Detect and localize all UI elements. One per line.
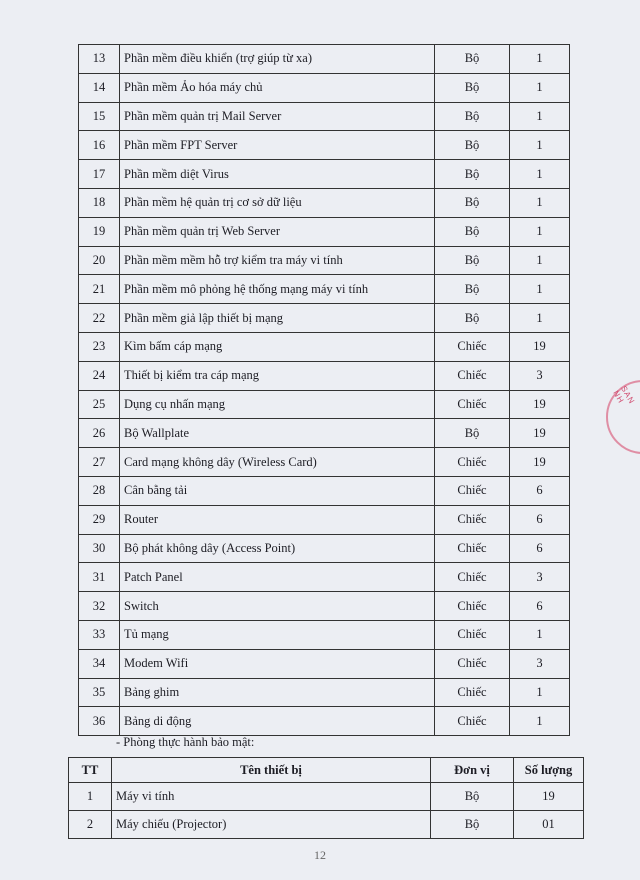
- cell-no: 25: [79, 390, 120, 419]
- cell-qty: 1: [510, 217, 570, 246]
- cell-unit: Bộ: [435, 304, 510, 333]
- cell-no: 34: [79, 649, 120, 678]
- cell-qty: 6: [510, 505, 570, 534]
- table-row: [79, 620, 570, 649]
- cell-name: Máy chiếu (Projector): [112, 811, 431, 839]
- cell-no: 22: [79, 304, 120, 333]
- table-row: [79, 217, 570, 246]
- cell-no: 35: [79, 678, 120, 707]
- cell-qty: 1: [510, 275, 570, 304]
- cell-name: Bộ phát không dây (Access Point): [120, 534, 435, 563]
- cell-unit: Bộ: [435, 188, 510, 217]
- cell-no: 18: [79, 188, 120, 217]
- cell-name: Phần mềm FPT Server: [120, 131, 435, 160]
- table-row: [69, 811, 584, 839]
- cell-name: Bảng ghim: [120, 678, 435, 707]
- table-row: [79, 448, 570, 477]
- table-row: [79, 592, 570, 621]
- cell-name: Phần mềm quản trị Mail Server: [120, 102, 435, 131]
- header-qty: Số lượng: [514, 758, 584, 783]
- cell-qty: 19: [510, 390, 570, 419]
- cell-qty: 19: [510, 419, 570, 448]
- equipment-table-body: [79, 45, 570, 736]
- cell-no: 13: [79, 45, 120, 74]
- cell-name: Bảng di động: [120, 707, 435, 736]
- cell-qty: 1: [510, 304, 570, 333]
- cell-no: 20: [79, 246, 120, 275]
- cell-qty: 1: [510, 131, 570, 160]
- cell-qty: 1: [510, 160, 570, 189]
- header-no: TT: [69, 758, 112, 783]
- cell-no: 27: [79, 448, 120, 477]
- cell-name: Phần mềm điều khiển (trợ giúp từ xa): [120, 45, 435, 74]
- cell-qty: 6: [510, 476, 570, 505]
- cell-unit: Bộ: [435, 73, 510, 102]
- cell-qty: 19: [514, 783, 584, 811]
- table-row: [79, 419, 570, 448]
- cell-no: 1: [69, 783, 112, 811]
- header-name: Tên thiết bị: [112, 758, 431, 783]
- table-row: [79, 332, 570, 361]
- cell-unit: Chiếc: [435, 592, 510, 621]
- table-row: [79, 304, 570, 333]
- cell-unit: Bộ: [435, 160, 510, 189]
- cell-unit: Bộ: [435, 275, 510, 304]
- cell-name: Bộ Wallplate: [120, 419, 435, 448]
- cell-unit: Bộ: [431, 811, 514, 839]
- cell-unit: Chiếc: [435, 649, 510, 678]
- cell-qty: 1: [510, 102, 570, 131]
- cell-qty: 1: [510, 45, 570, 74]
- table-row: [79, 534, 570, 563]
- cell-no: 16: [79, 131, 120, 160]
- cell-name: Kìm bấm cáp mạng: [120, 332, 435, 361]
- cell-unit: Bộ: [435, 217, 510, 246]
- cell-name: Phần mềm diệt Virus: [120, 160, 435, 189]
- cell-qty: 3: [510, 361, 570, 390]
- cell-no: 29: [79, 505, 120, 534]
- cell-no: 14: [79, 73, 120, 102]
- table-row: [79, 131, 570, 160]
- table-row: [79, 246, 570, 275]
- cell-qty: 1: [510, 707, 570, 736]
- cell-unit: Chiếc: [435, 707, 510, 736]
- table-row: [79, 45, 570, 74]
- cell-unit: Chiếc: [435, 620, 510, 649]
- cell-qty: 6: [510, 534, 570, 563]
- cell-unit: Chiếc: [435, 476, 510, 505]
- table-row: [79, 102, 570, 131]
- cell-unit: Chiếc: [435, 678, 510, 707]
- cell-qty: 1: [510, 188, 570, 217]
- cell-qty: 3: [510, 649, 570, 678]
- cell-qty: 1: [510, 678, 570, 707]
- header-unit: Đơn vị: [431, 758, 514, 783]
- table-row: [79, 505, 570, 534]
- cell-unit: Chiếc: [435, 332, 510, 361]
- cell-no: 32: [79, 592, 120, 621]
- table-row: [79, 678, 570, 707]
- cell-no: 15: [79, 102, 120, 131]
- cell-unit: Bộ: [435, 419, 510, 448]
- cell-unit: Bộ: [435, 45, 510, 74]
- cell-name: Thiết bị kiểm tra cáp mạng: [120, 361, 435, 390]
- cell-unit: Chiếc: [435, 534, 510, 563]
- cell-qty: 01: [514, 811, 584, 839]
- equipment-table: [78, 44, 570, 736]
- cell-no: 36: [79, 707, 120, 736]
- cell-name: Card mạng không dây (Wireless Card): [120, 448, 435, 477]
- cell-unit: Bộ: [435, 102, 510, 131]
- cell-no: 31: [79, 563, 120, 592]
- cell-name: Phần mềm quản trị Web Server: [120, 217, 435, 246]
- stamp-text: SAN NH: [611, 384, 637, 406]
- cell-name: Phần mềm Ảo hóa máy chủ: [120, 73, 435, 102]
- cell-unit: Bộ: [431, 783, 514, 811]
- cell-name: Switch: [120, 592, 435, 621]
- cell-name: Modem Wifi: [120, 649, 435, 678]
- cell-name: Cân bằng tải: [120, 476, 435, 505]
- cell-no: 21: [79, 275, 120, 304]
- table-row: [79, 160, 570, 189]
- cell-unit: Chiếc: [435, 505, 510, 534]
- cell-no: 17: [79, 160, 120, 189]
- cell-qty: 1: [510, 246, 570, 275]
- section-heading: - Phòng thực hành bảo mật:: [116, 735, 255, 749]
- cell-qty: 6: [510, 592, 570, 621]
- cell-no: 23: [79, 332, 120, 361]
- cell-qty: 19: [510, 332, 570, 361]
- table-row: [79, 649, 570, 678]
- cell-name: Phần mềm mềm hỗ trợ kiểm tra máy vi tính: [120, 246, 435, 275]
- cell-name: Patch Panel: [120, 563, 435, 592]
- cell-qty: 19: [510, 448, 570, 477]
- cell-name: Máy vi tính: [112, 783, 431, 811]
- table-row: [79, 390, 570, 419]
- cell-qty: 3: [510, 563, 570, 592]
- cell-no: 33: [79, 620, 120, 649]
- table-row: [79, 275, 570, 304]
- cell-no: 2: [69, 811, 112, 839]
- table-row: [79, 476, 570, 505]
- cell-name: Phần mềm giả lập thiết bị mạng: [120, 304, 435, 333]
- page-number: 12: [314, 848, 326, 862]
- cell-name: Router: [120, 505, 435, 534]
- table-row: [79, 73, 570, 102]
- cell-unit: Bộ: [435, 131, 510, 160]
- table-row: [69, 783, 584, 811]
- cell-name: Phần mềm hệ quản trị cơ sở dữ liệu: [120, 188, 435, 217]
- cell-no: 26: [79, 419, 120, 448]
- cell-qty: 1: [510, 620, 570, 649]
- cell-name: Dụng cụ nhấn mạng: [120, 390, 435, 419]
- table-row: [79, 361, 570, 390]
- cell-name: Phần mềm mô phỏng hệ thống mạng máy vi tính: [120, 275, 435, 304]
- table-row: [79, 563, 570, 592]
- cell-no: 24: [79, 361, 120, 390]
- cell-name: Tủ mạng: [120, 620, 435, 649]
- table-row: [79, 707, 570, 736]
- cell-no: 19: [79, 217, 120, 246]
- cell-unit: Chiếc: [435, 563, 510, 592]
- cell-unit: Chiếc: [435, 448, 510, 477]
- security-lab-table: [68, 757, 584, 839]
- table-row: [79, 188, 570, 217]
- cell-unit: Chiếc: [435, 390, 510, 419]
- cell-no: 30: [79, 534, 120, 563]
- cell-qty: 1: [510, 73, 570, 102]
- table-header-row: [69, 758, 584, 783]
- cell-unit: Bộ: [435, 246, 510, 275]
- cell-unit: Chiếc: [435, 361, 510, 390]
- cell-no: 28: [79, 476, 120, 505]
